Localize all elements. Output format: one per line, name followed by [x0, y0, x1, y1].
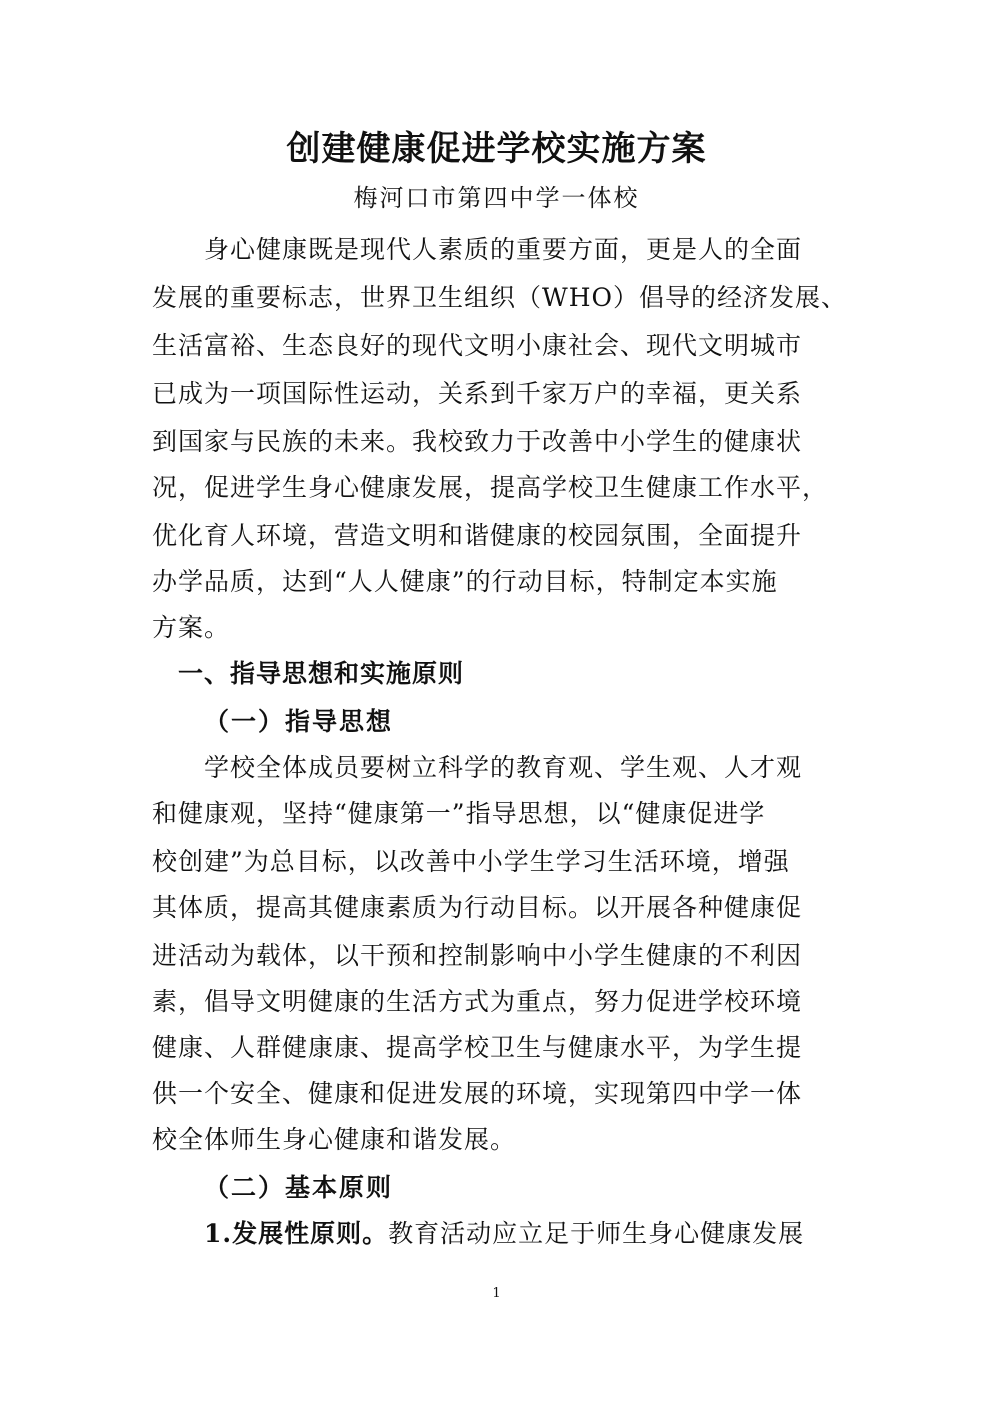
guiding-line: 健康、人群健康康、提高学校卫生与健康水平，为学生提	[152, 1033, 803, 1062]
subsection-heading: （一）指导思想	[204, 707, 394, 736]
intro-line: 身心健康既是现代人素质的重要方面，更是人的全面	[204, 235, 803, 264]
principle-label: 1.发展性原则。	[204, 1219, 389, 1248]
section-heading: 一、指导思想和实施原则	[178, 659, 465, 688]
intro-line: 已成为一项国际性运动，关系到千家万户的幸福，更关系	[152, 379, 803, 408]
principle-line	[204, 1214, 804, 1254]
guiding-line: 学校全体成员要树立科学的教育观、学生观、人才观	[204, 753, 803, 782]
intro-line: 到国家与民族的未来。我校致力于改善中小学生的健康状	[152, 427, 803, 456]
guiding-line: 素，倡导文明健康的生活方式为重点，努力促进学校环境	[152, 987, 803, 1016]
page-number: 1	[492, 1286, 501, 1301]
guiding-line: 校全体师生身心健康和谐发展。	[152, 1125, 517, 1154]
principle-text: 教育活动应立足于师生身心健康发展	[388, 1219, 805, 1248]
intro-line: 生活富裕、生态良好的现代文明小康社会、现代文明城市	[152, 331, 803, 360]
document-title: 创建健康促进学校实施方案	[286, 129, 707, 169]
guiding-line: 校创建”为总目标，以改善中小学生学习生活环境，增强	[152, 847, 790, 876]
intro-line: 发展的重要标志，世界卫生组织（WHO）倡导的经济发展、	[152, 283, 847, 312]
intro-line: 办学品质，达到“人人健康”的行动目标，特制定本实施	[152, 567, 778, 596]
intro-line: 况，促进学生身心健康发展，提高学校卫生健康工作水平，	[152, 473, 829, 502]
guiding-line: 和健康观，坚持“健康第一”指导思想，以“健康促进学	[152, 799, 766, 828]
intro-line: 方案。	[152, 613, 231, 642]
intro-line: 优化育人环境，营造文明和谐健康的校园氛围，全面提升	[152, 521, 803, 550]
guiding-line: 进活动为载体，以干预和控制影响中小学生健康的不利因	[152, 941, 803, 970]
subsection-heading: （二）基本原则	[204, 1173, 394, 1202]
guiding-line: 其体质，提高其健康素质为行动目标。以开展各种健康促	[152, 893, 803, 922]
guiding-line: 供一个安全、健康和促进发展的环境，实现第四中学一体	[152, 1079, 803, 1108]
document-subtitle: 梅河口市第四中学一体校	[353, 184, 640, 212]
